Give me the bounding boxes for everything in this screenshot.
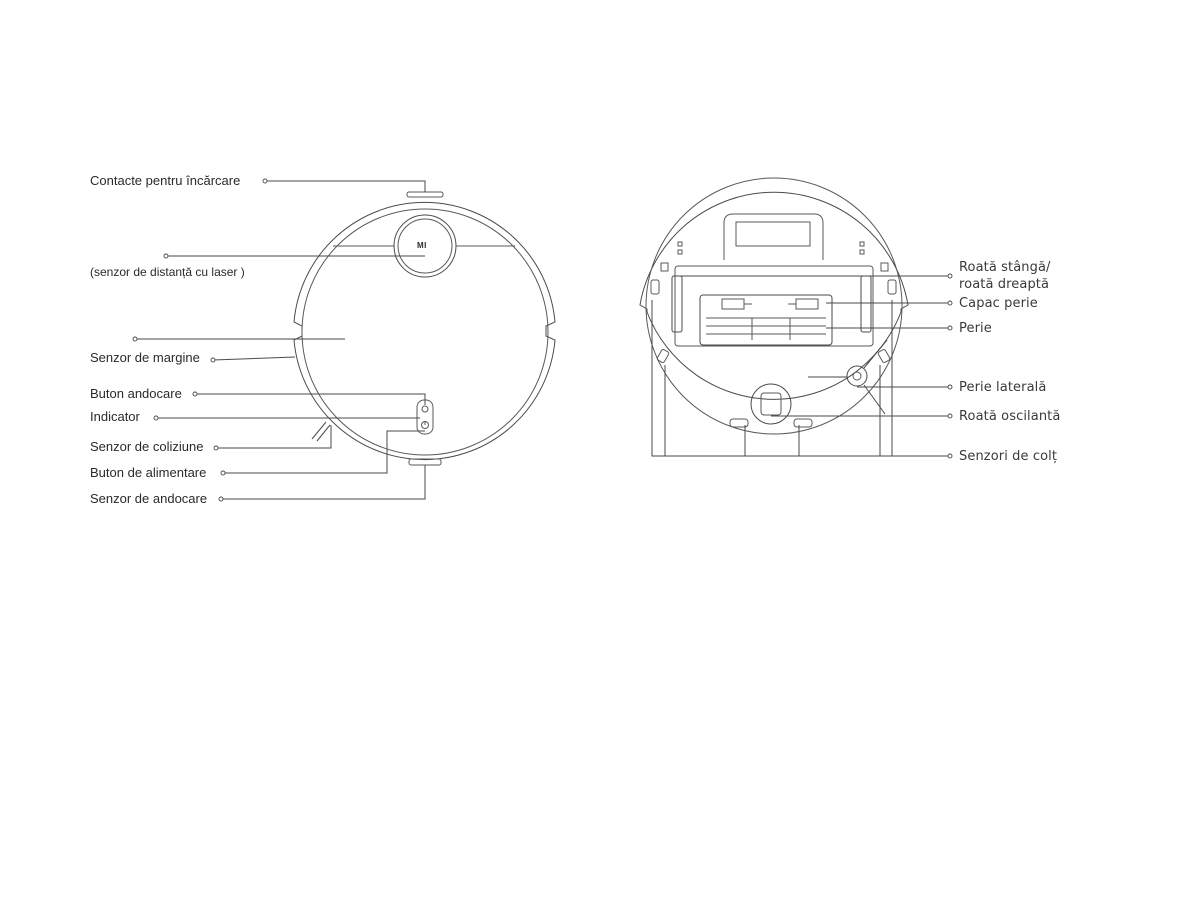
- label-docking-sensor: Senzor de andocare: [90, 491, 208, 506]
- label-dock-button: Buton andocare: [90, 386, 182, 401]
- robot-bottom-view: [640, 178, 952, 458]
- label-indicator: Indicator: [90, 409, 140, 424]
- label-brush-cover: Capac perie: [959, 296, 1038, 311]
- label-charging-contacts: Contacte pentru încărcare: [90, 173, 241, 188]
- label-collision-sensor: Senzor de coliziune: [90, 439, 204, 454]
- label-cliff-sensors: Senzori de colț: [959, 449, 1058, 464]
- label-laser-sensor: (senzor de distanță cu laser ): [90, 265, 245, 279]
- mi-logo: MI: [417, 241, 427, 250]
- label-edge-sensor: Senzor de margine: [90, 350, 200, 365]
- label-side-brush: Perie laterală: [959, 380, 1047, 395]
- label-caster-wheel: Roată oscilantă: [959, 409, 1061, 424]
- caster-wheel: [751, 384, 791, 424]
- label-power-button: Buton de alimentare: [90, 465, 207, 480]
- brush-cover: [700, 295, 832, 345]
- label-brush: Perie: [959, 321, 992, 336]
- left-wheel: [672, 276, 682, 332]
- label-wheels-line2: roată dreaptă: [959, 277, 1050, 292]
- right-wheel: [861, 276, 871, 332]
- label-wheels-line1: Roată stângă/: [959, 260, 1051, 275]
